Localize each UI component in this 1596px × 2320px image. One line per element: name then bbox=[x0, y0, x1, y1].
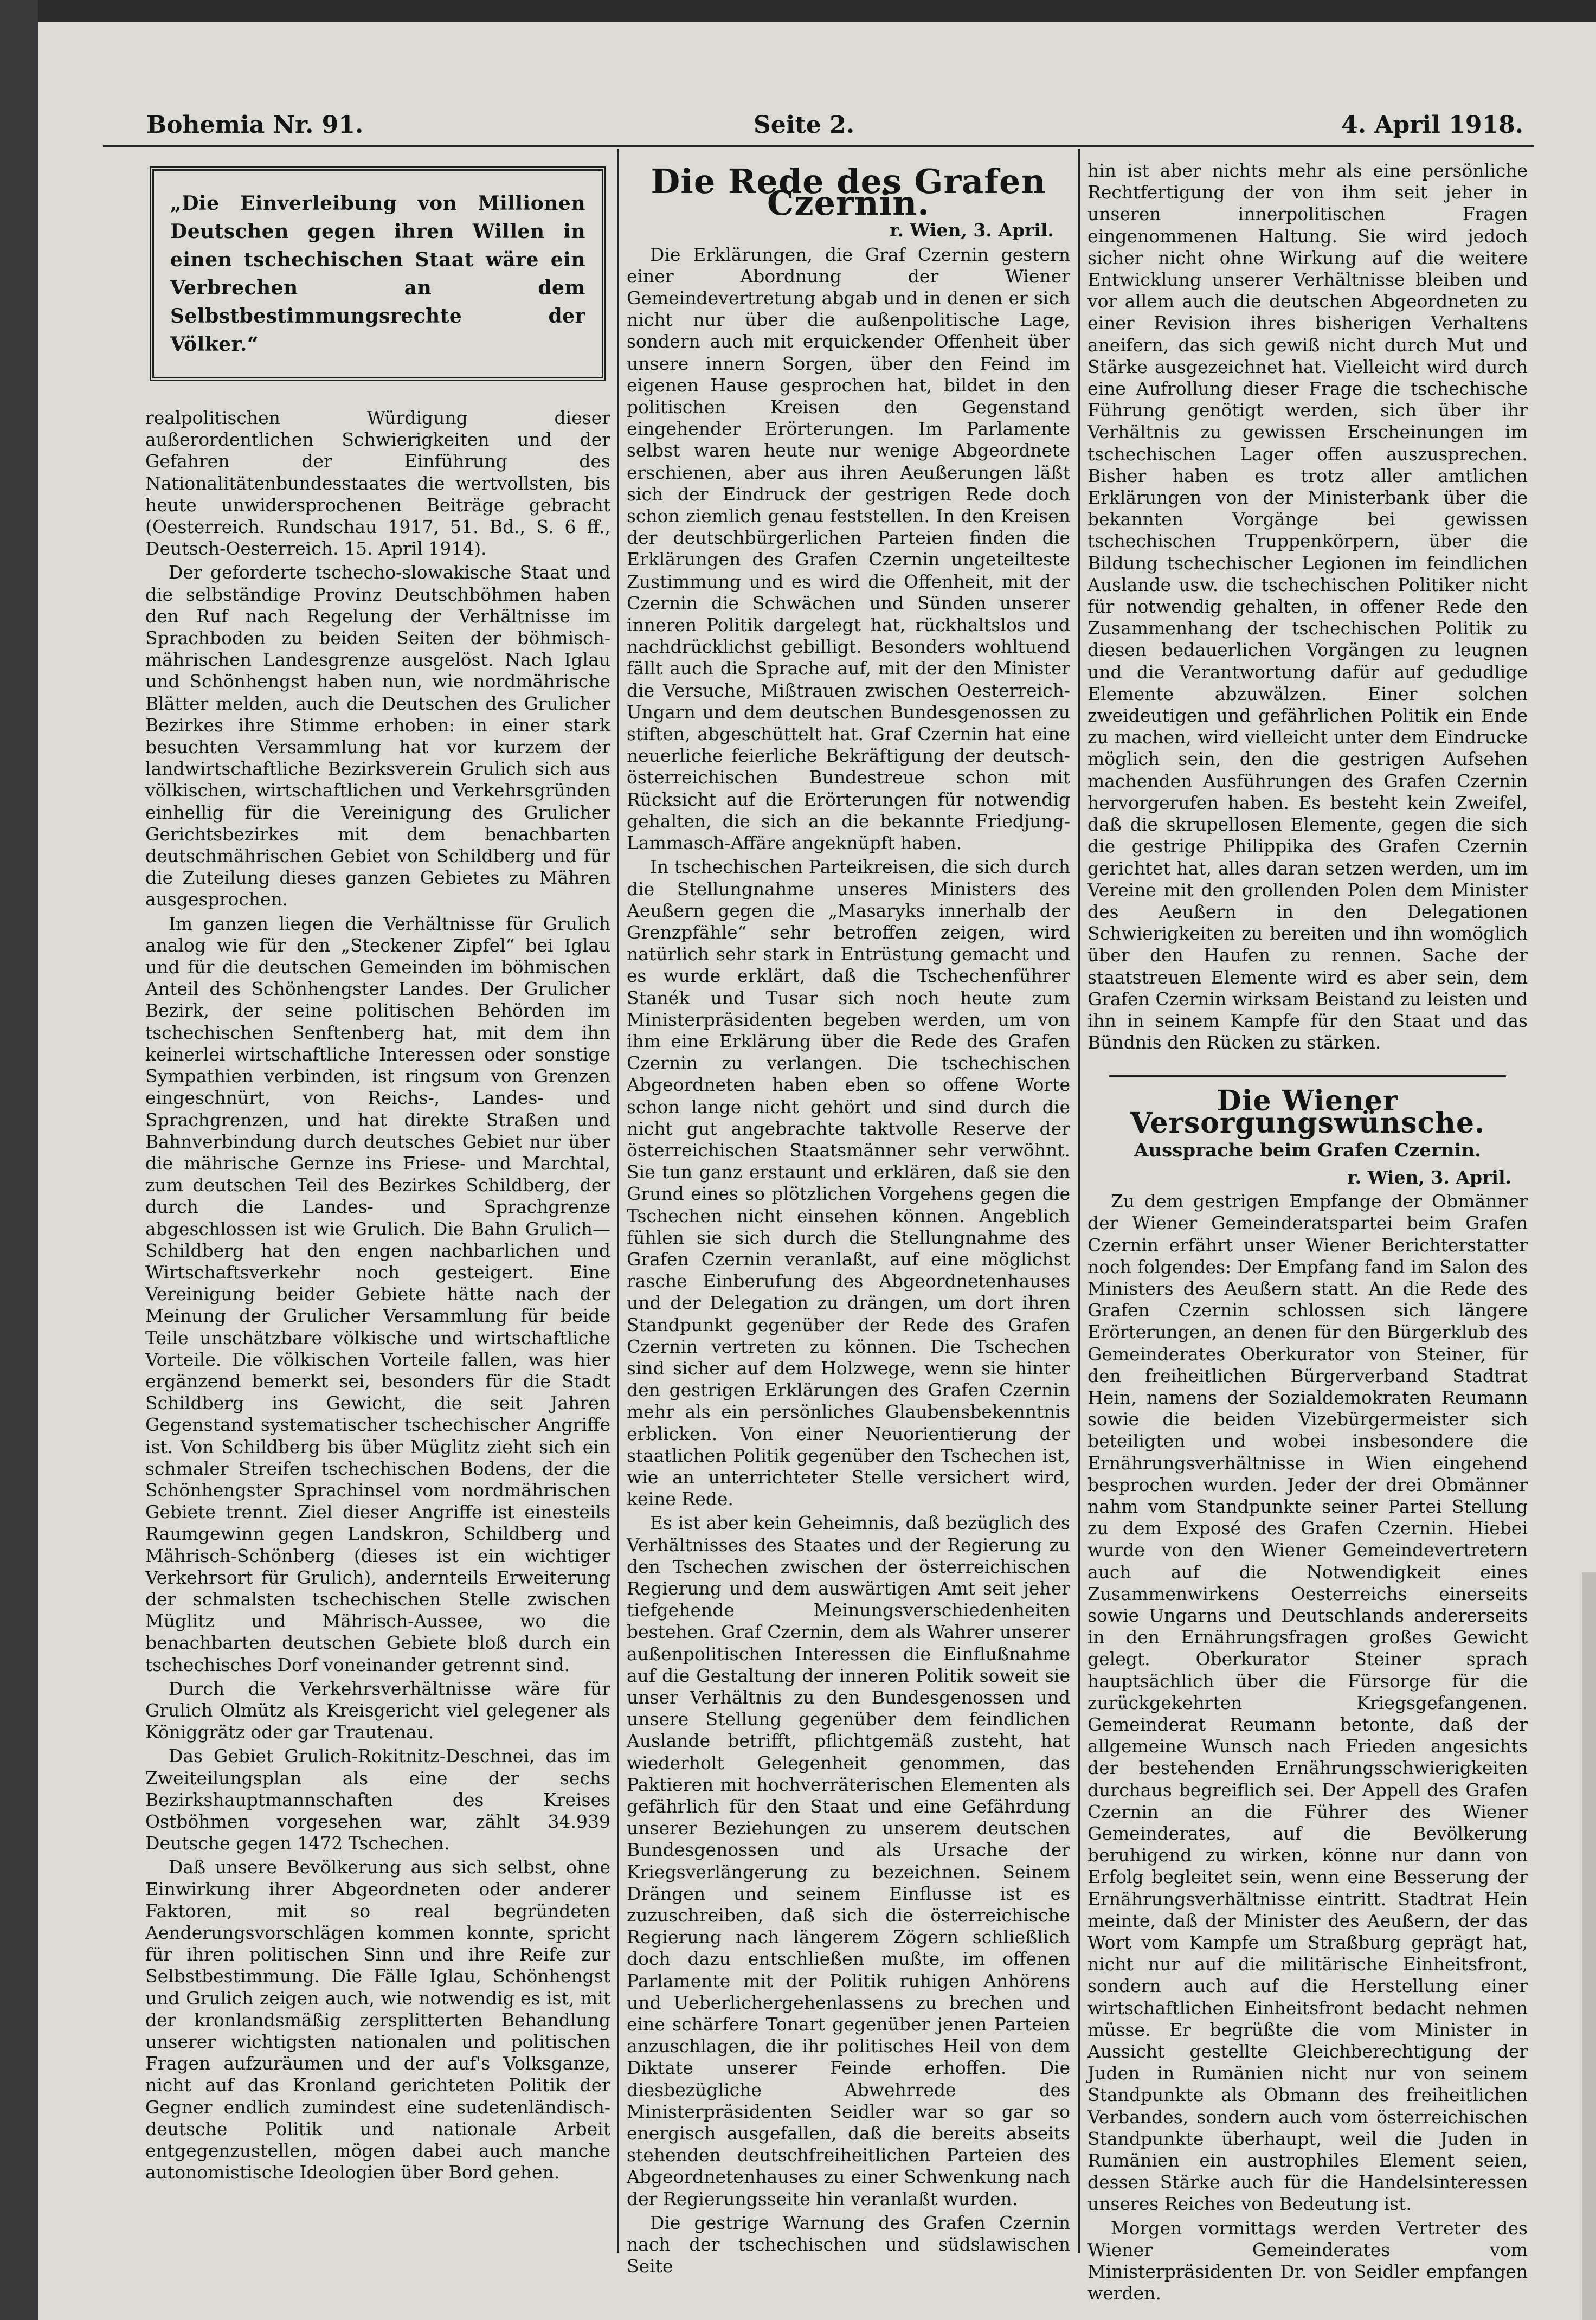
article1-paragraph: Die Erklärungen, die Graf Czernin gestern einer Abordnung der Wiener Gemeindevertretung abgab und in denen er sich nicht nur über die außenpolitische Lage, sondern auch mit erquickender Offenheit über unsere innern Sorgen, über den Feind im eigenen Hause gesprochen hat, bildet in den politischen Kreisen den Gegenstand eingehender Erörterungen. Im Parlamente selbst waren heute nur wenige Abgeordnete erschienen, aber aus ihren Aeußerungen läßt sich der Eindruck der gestrigen Rede doch schon ziemlich genau feststellen. In den Kreisen der deutschbürgerlichen Parteien finden die Erklärungen des Grafen Czernin ungeteilteste Zustimmung und es wird die Offenheit, mit der Czernin die Schwächen und Sünden unserer inneren Politik dargelegt hat, rückhaltslos und nachdrücklichst gebilligt. Besonders wohltuend fällt auch die Sprache auf, mit der den Minister die Versuche, Mißtrauen zwischen Oesterreich-Ungarn und dem deutschen Bundesgenossen zu stiften, abgeschüttelt hat. Graf Czernin hat eine neuerliche feierliche Bekräftigung der deutsch-österreichischen Bundestreue schon mit Rücksicht auf die Erörterungen für notwendig gehalten, die sich an die bekannte Friedjung-Lammasch-Affäre angeknüpft haben. bbox=[627, 243, 1070, 854]
article1-paragraph: Es ist aber kein Geheimnis, daß bezüglich des Verhältnisses des Staates und der Regierung zu den Tschechen zwischen der österreichischen Regierung und dem auswärtigen Amt seit jeher tiefgehende Meinungsverschiedenheiten bestehen. Graf Czernin, dem als Wahrer unserer außenpolitischen Interessen die Einflußnahme auf die Gestaltung der inneren Politik soweit sie unser Verhältnis zu den Bundesgenossen und unsere Stellung gegenüber dem feindlichen Auslande betrifft, pflichtgemäß zusteht, hat wiederholt Gelegenheit genommen, das Paktieren mit hochverräterischen Elementen als gefährlich für den Staat und eine Gefährdung unserer Beziehungen zu unserem deutschen Bundesgenossen und als Ursache der Kriegsverlängerung zu bezeichnen. Seinem Drängen und seinem Einflusse ist es zuzuschreiben, daß sich die österreichische Regierung nach längerem Zögern schließlich doch dazu entschließen mußte, im offenen Parlamente mit der Politik ruhigen Anhörens und Ueberlichergehenlassens zu brechen und eine schärfere Tonart gegenüber jenen Parteien anzuschlagen, die ihr politisches Heil von dem Diktate unserer Feinde erhoffen. Die diesbezügliche Abwehrrede des Ministerpräsidenten Seidler war so gar so energisch ausgefallen, daß die bereits abseits stehenden deutschfreiheitlichen Parteien des Abgeordnetenhauses zu einer Schwenkung nach der Regierungsseite hin veranlaßt wurden. bbox=[627, 1512, 1070, 2209]
article2-headline: Die Wiener Versorgungswünsche. bbox=[1130, 1084, 1485, 1140]
article1-continuation: hin ist aber nichts mehr als eine persönliche Rechtfertigung der von ihm seit jeher in unseren innerpolitischen Fragen eingenommenen Haltung. Sie wird jedoch sicher nicht ohne Wirkung auf die weitere Entwicklung unserer Verhältnisse bleiben und vor allem auch die deutschen Abgeordneten zu einer Revision ihres bisherigen Verhaltens aneifern, das sich gewiß nicht durch Mut und Stärke ausgezeichnet hat. Vielleicht wird durch eine Aufrollung dieser Frage die tschechische Führung genötigt werden, sich über ihr Verhältnis zu gewissen Erscheinungen im tschechischen Lager offen auszusprechen. Bisher haben es trotz aller amtlichen Erklärungen von der Ministerbank über die bekannten Vorgänge bei gewissen tschechischen Truppenkörpern, über die Bildung tschechischer Legionen im feindlichen Auslande usw. die tschechischen Politiker nicht für notwendig gehalten, in offener Rede den Zusammenhang der tschechischen Politik zu diesen bedauerlichen Vorgängen zu leugnen und die Verantwortung dafür auf gedudlige Elemente abzuwälzen. Einer solchen zweideutigen und gefährlichen Politik ein Ende zu machen, wird vielleicht unter dem Eindrucke möglich sein, den die gestrigen Aufsehen machenden Ausführungen des Grafen Czernin hervorgerufen haben. Es besteht kein Zweifel, daß die skrupellosen Elemente, gegen die sich die gestrige Philippika des Grafen Czernin gerichtet hat, alles daran setzen werden, um im Vereine mit den grollenden Polen dem Minister des Aeußern in den Delegationen Schwierigkeiten zu bereiten und ihn womöglich über den Haufen zu rennen. Sache der staatstreuen Elemente wird es aber sein, dem Grafen Czernin wirksam Beistand zu leisten und ihn in seinem Kampfe für den Staat und das Bündnis den Rücken zu stärken. bbox=[1087, 160, 1528, 1053]
column-3 bbox=[1087, 160, 1528, 2307]
col1-paragraph: Das Gebiet Grulich-Rokitnitz-Deschnei, das im Zweiteilungsplan als eine der sechs Bezirkshauptmannschaften des Kreises Ostböhmen vorgesehen war, zählt 34.939 Deutsche gegen 1472 Tschechen. bbox=[145, 1745, 610, 1854]
col1-paragraph: realpolitischen Würdigung dieser außerordentlichen Schwierigkeiten und der Gefahren der Einführung des Nationalitätenbundesstaates die wertvollsten, bis heute unwidersprochenen Beiträge gebracht (Oesterreich. Rundschau 1917, 51. Bd., S. 6 ff., Deutsch-Oesterreich. 15. April 1914). bbox=[145, 407, 610, 560]
article2-paragraph: Zu dem gestrigen Empfange der Obmänner der Wiener Gemeinderatspartei beim Grafen Czernin erfährt unser Wiener Berichterstatter noch folgendes: Der Empfang fand im Salon des Ministers des Aeußern statt. An die Rede des Grafen Czernin schlossen sich längere Erörterungen, an denen für den Bürgerklub des Gemeinderates Oberkurator von Steiner, für den freiheitlichen Bürgerverband Stadtrat Hein, namens der Sozialdemokraten Reumann sowie die beiden Vizebürgermeister sich beteiligten und wobei insbesondere die Ernährungsverhältnisse in Wien eingehend besprochen wurden. Jeder der drei Obmänner nahm vom Standpunkte seiner Partei Stellung zu dem Exposé des Grafen Czernin. Hiebei wurde von den Wiener Gemeindevertretern auch auf die Notwendigkeit eines Zusammenwirkens Oesterreichs einerseits sowie Ungarns und Deutschlands andererseits in den Ernährungsfragen großes Gewicht gelegt. Oberkurator Steiner sprach hauptsächlich über die Fürsorge für die zurückgekehrten Kriegsgefangenen. Gemeinderat Reumann betonte, daß der allgemeine Wunsch nach Frieden angesichts der bestehenden Ernährungsschwierigkeiten durchaus begreiflich sei. Der Appell des Grafen Czernin an die Führer des Wiener Gemeinderates, auf die Bevölkerung beruhigend zu wirken, könne nur dann von Erfolg begleitet sein, wenn eine Besserung der Ernährungsverhältnisse eintritt. Stadtrat Hein meinte, daß der Minister des Aeußern, der das Wort vom Kampfe um Straßburg geprägt hat, nicht nur auf die militärische Einheitsfront, sondern auch auf die Herstellung einer wirtschaftlichen Einheitsfront bedacht nehmen müsse. Er begrüßte die vom Minister in Aussicht gestellte Gleichberechtigung der Juden in Rumänien nicht nur von seinem Standpunkte als Obmann des freiheitlichen Verbandes, sondern auch vom österreichischen Standpunkte überhaupt, weil die Juden in Rumänien ein austrophiles Element seien, dessen Stärke auch für die Handelsinteressen unseres Reiches von Bedeutung ist. bbox=[1087, 1191, 1528, 2215]
column-divider-2 bbox=[1078, 149, 1080, 2253]
boxed-quote: „Die Einverleibung von Millionen Deutschen gegen ihren Willen in einen tschechischen Staat wäre ein Verbrechen an dem Selbstbestimmungsrechte der Völker.“ bbox=[150, 166, 606, 381]
column-1 bbox=[145, 160, 610, 2186]
col1-paragraph: Der geforderte tschecho-slowakische Staat und die selbständige Provinz Deutschböhmen haben den Ruf nach Regelung der Verhältnisse im Sprachboden zu beiden Seiten der böhmisch-mährischen Landesgrenze ausgelöst. Nach Iglau und Schönhengst haben nun, wie nordmährische Blätter melden, auch die Deutschen des Grulicher Bezirkes ihre Stimme erhoben: in einer stark besuchten Versammlung hat vor kurzem der landwirtschaftliche Bezirksverein Grulich sich aus völkischen, wirtschaftlichen und Verkehrsgründen einhellig für die Vereinigung des Grulicher Gerichtsbezirkes mit dem benachbarten deutschmährischen Gebiet von Schildberg und für die Zuteilung dieses ganzen Gebietes zu Mähren ausgesprochen. bbox=[145, 562, 610, 910]
header-rule bbox=[103, 145, 1534, 147]
article2-dateline: r. Wien, 3. April. bbox=[1347, 1166, 1511, 1188]
page-header bbox=[103, 89, 1534, 144]
scan-edge bbox=[0, 0, 38, 2320]
article1-headline: Die Rede des Grafen Czernin. bbox=[651, 162, 1046, 223]
column-2 bbox=[627, 160, 1070, 2280]
article2-paragraph: Morgen vormittags werden Vertreter des Wiener Gemeinderates vom Ministerpräsidenten Dr. von Seidler empfangen werden. bbox=[1087, 2217, 1528, 2304]
article1-paragraph: Die gestrige Warnung des Grafen Czernin nach der tschechischen und südslawischen Seite bbox=[627, 2212, 1070, 2277]
adjacent-page-edge bbox=[1582, 1572, 1596, 2320]
article-separator bbox=[1109, 1075, 1506, 1077]
col1-paragraph: Im ganzen liegen die Verhältnisse für Grulich analog wie für den „Steckener Zipfel“ bei Iglau und für die deutschen Gemeinden im böhmischen Anteil des Schönhengster Landes. Der Grulicher Bezirk, der seine politischen Behörden im tschechischen Senftenberg hat, mit dem ihn keinerlei wirtschaftliche Interessen oder sonstige Sympathien verbinden, ist ringsum von Grenzen eingeschnürt, von Reichs-, Landes- und Sprachgrenzen, und hat direkte Straßen und Bahnverbindung durch deutsches Gebiet nur über die mährische Gernze ins Friese- und Marchtal, zum deutschen Teil des Bezirkes Schildberg, der durch die Landes- und Sprachgrenze abgeschlossen ist wie Grulich. Die Bahn Grulich—Schildberg hat den engen nachbarlichen und Wirtschaftsverkehr noch gesteigert. Eine Vereinigung beider Gebiete hätte nach der Meinung der Grulicher Versammlung für beide Teile unschätzbare völkische und wirtschaftliche Vorteile. Die völkischen Vorteile fallen, was hier ergänzend bemerkt sei, besonders für die Stadt Schildberg ins Gewicht, die seit Jahren Gegenstand systematischer tschechischer Angriffe ist. Von Schildberg bis über Müglitz zieht sich ein schmaler Streifen tschechischen Bodens, der die Schönhengster Sprachinsel vom nordmährischen Gebiete trennt. Ziel dieser Angriffe ist einesteils Raumgewinn gegen Landskron, Schildberg und Mährisch-Schönberg (dieses ist ein wichtiger Verkehrsort für Grulich), andernteils Erweiterung der schmalsten tschechischen Stelle zwischen Müglitz und Mährisch-Aussee, wo die benachbarten deutschen Gebiete bloß durch ein tschechisches Dorf voneinander getrennt sind. bbox=[145, 912, 610, 1675]
header-paper-name: Bohemia Nr. 91. bbox=[146, 111, 364, 139]
header-page-number: Seite 2. bbox=[754, 111, 855, 139]
column-divider-1 bbox=[617, 149, 619, 2253]
col1-paragraph: Daß unsere Bevölkerung aus sich selbst, ohne Einwirkung ihrer Abgeordneten oder anderer Faktoren, mit so real begründeten Aenderungsvorschlägen kommen konnte, spricht für ihren politischen Sinn und ihre Reife zur Selbstbestimmung. Die Fälle Iglau, Schönhengst und Grulich zeigen auch, wie notwendig es ist, mit der kronlandsmäßig zersplitterten Behandlung unserer wichtigsten nationalen und politischen Fragen aufzuräumen und der auf's Volksganze, nicht auf das Kronland gerichteten Politik der Gegner endlich zumindest eine sudetenländisch-deutsche Politik und nationale Arbeit entgegenzustellen, mögen dabei auch manche autonomistische Ideologien über Bord gehen. bbox=[145, 1856, 610, 2183]
article1-dateline: r. Wien, 3. April. bbox=[890, 220, 1054, 241]
col1-paragraph: Durch die Verkehrsverhältnisse wäre für Grulich Olmütz als Kreisgericht viel gelegener als Königgrätz oder gar Trautenau. bbox=[145, 1678, 610, 1743]
article1-paragraph: In tschechischen Parteikreisen, die sich durch die Stellungnahme unseres Ministers des Aeußern gegen die „Masaryks innerhalb der Grenzpfähle“ sehr betroffen zeigen, wird natürlich sehr stark in Entrüstung gemacht und es wurde erklärt, daß die Tschechenführer Stanék und Tusar sich noch heute zum Ministerpräsidenten begeben werden, um von ihm eine Erklärung über die Rede des Grafen Czernin zu verlangen. Die tschechischen Abgeordneten haben eben so offene Worte schon lange nicht gehört und sind durch die nicht gut angebrachte taktvolle Reserve der österreichischen Staatsmänner sehr verwöhnt. Sie tun ganz erstaunt und erklären, daß sie den Grund eines so plötzlichen Vorgehens gegen die Tschechen nicht einsehen können. Angeblich fühlen sie sich durch die Stellungnahme des Grafen Czernin veranlaßt, auf eine möglichst rasche Einberufung des Abgeordnetenhauses und der Delegation zu drängen, um dort ihren Standpunkt gegenüber der Rede des Grafen Czernin vertreten zu können. Die Tschechen sind sicher auf dem Holzwege, wenn sie hinter den gestrigen Erklärungen des Grafen Czernin mehr als ein persönliches Glaubensbekenntnis erblicken. Von einer Neuorientierung der staatlichen Politik gegenüber den Tschechen ist, wie an unterrichteter Stelle versichert wird, keine Rede. bbox=[627, 856, 1070, 1510]
article2-subhead: Aussprache beim Grafen Czernin. bbox=[1134, 1139, 1482, 1161]
header-date: 4. April 1918. bbox=[1341, 111, 1523, 139]
